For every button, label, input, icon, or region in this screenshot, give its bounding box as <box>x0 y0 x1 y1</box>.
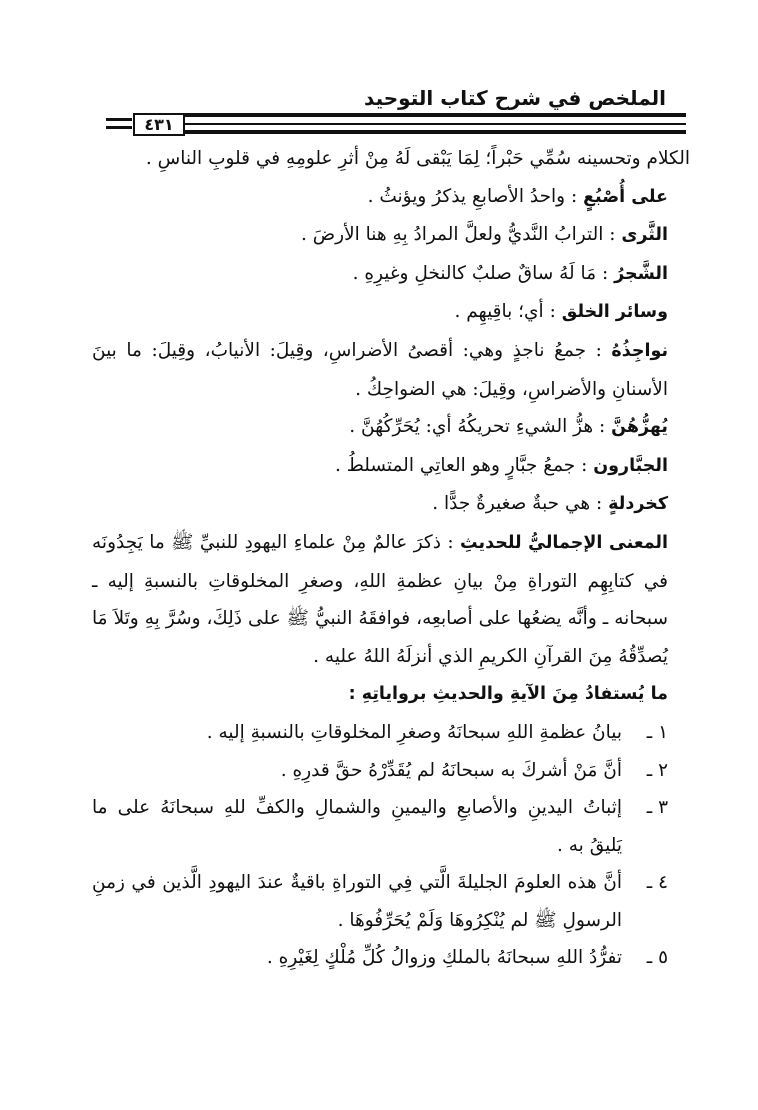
lesson-item <box>92 864 690 939</box>
glossary-entry: الشَّجرُ : مَا لَهُ ساقٌ صلبٌ كالنخلِ وغيرِهِ . <box>352 262 668 284</box>
lesson-text: أنَّ هذه العلومَ الجليلةَ الَّتي فِي التوراةِ باقيةٌ عندَ اليهودِ الَّذين في زمنِ الرسولِ ﷺ لم يُنْكِرُوهَا وَلَمْ يُحَرِّفُوهَا . <box>92 872 622 931</box>
glossary-definition: مَا لَهُ ساقٌ صلبٌ كالنخلِ وغيرِهِ . <box>352 262 597 284</box>
glossary-term: كخردلةٍ <box>608 494 668 515</box>
lesson-number: ٤ ـ <box>646 872 668 894</box>
glossary-entry: الثَّرى : الترابُ النَّديُّ ولعلَّ المرادُ بِهِ هنا الأرضَ . <box>301 224 668 246</box>
lesson-item <box>92 714 690 752</box>
glossary-definition: هي حبةٌ صغيرةٌ جدًّا . <box>432 493 591 515</box>
summary-paragraph: المعنى الإجماليُّ للحديثِ : ذكرَ عالمٌ مِنْ علماءِ اليهودِ للنبيِّ ﷺ ما يَجِدُونَه في كتابِهِم التوراةِ مِنْ بيانِ عظمةِ اللهِ، وصغرِ المخلوقاتِ بالنسبةِ إليه ـ سبحانه ـ وأنَّه يضعُها على أصابعِه، فوافقَهُ النبيُّ ﷺ على ذَلِكَ، وسُرَّ بِهِ وتَلاَ مَا يُصدِّقُهُ مِنَ القرآنِ الكريمِ الذي أنزلَهُ اللهُ عليه . <box>92 531 668 667</box>
glossary-definition: جمعُ ناجذٍ وهي: أقصىُ الأضراسِ، وقِيلَ: الأنيابُ، وقِيلَ: ما بينَ الأسنانِ والأضراسِ، وقِيلَ: هي الضواحِكُ . <box>92 339 668 400</box>
glossary-entry: الجبَّارون : جمعُ جبَّارٍ وهو العاتِي المتسلطُ . <box>334 454 668 476</box>
glossary-entry: على أُصْبُعٍ : واحدُ الأصابعِ يذكرُ ويؤنثُ . <box>367 185 668 207</box>
glossary-definition: جمعُ جبَّارٍ وهو العاتِي المتسلطُ . <box>334 454 576 476</box>
lesson-item <box>92 752 690 790</box>
intro-paragraph: الكلام وتحسينه سُمِّي حَبْراً؛ لِمَا يَبْقى لَهُ مِنْ أثرِ علومِهِ في قلوبِ الناسِ . <box>145 148 690 169</box>
lesson-number: ٣ ـ <box>646 797 668 819</box>
header-rule-middle <box>184 123 686 125</box>
lesson-item <box>92 939 690 977</box>
glossary-definition: واحدُ الأصابعِ يذكرُ ويؤنثُ . <box>367 185 566 207</box>
glossary-term: يُهزُّهُنَّ <box>611 417 668 438</box>
header-rule-left-lower <box>106 126 132 129</box>
lesson-number: ٢ ـ <box>646 759 668 781</box>
lesson-text: تفرُّدُ اللهِ سبحانَهُ بالملكِ وزوالُ كُلِّ مُلْكٍ لِغَيْرِهِ . <box>266 947 622 969</box>
glossary-term: وسائر الخلق <box>561 302 668 323</box>
page-body <box>92 140 690 977</box>
glossary-entry: يُهزُّهُنَّ : هزُّ الشيءِ تحريكُهُ أي: يُحَرِّكُهُنَّ . <box>349 416 668 438</box>
glossary-definition: هزُّ الشيءِ تحريكُهُ أي: يُحَرِّكُهُنَّ . <box>349 416 594 438</box>
lesson-text: إثباتُ اليدينِ والأصابعِ واليمينِ والشمالِ والكفِّ للهِ سبحانَهُ على ما يَليقُ به . <box>92 797 622 856</box>
lesson-text: أنَّ مَنْ أشركَ به سبحانَهُ لم يُقَدِّرْهُ حقَّ قدرِهِ . <box>280 759 622 781</box>
lesson-item <box>92 789 690 864</box>
header-rule-bottom <box>184 130 686 134</box>
glossary-term: الجبَّارون <box>593 455 668 476</box>
running-header-title: الملخص في شرح كتاب التوحيد <box>364 86 666 110</box>
glossary-definition: أي؛ باقِيهِم . <box>454 301 544 323</box>
lesson-number: ١ ـ <box>646 721 668 743</box>
glossary-entry: وسائر الخلق : أي؛ باقِيهِم . <box>454 301 668 323</box>
header-rule-top <box>184 113 686 117</box>
glossary-entry: كخردلةٍ : هي حبةٌ صغيرةٌ جدًّا . <box>432 493 668 515</box>
glossary-term: على أُصْبُعٍ <box>583 186 668 207</box>
glossary-term: نواجِذُهُ <box>611 340 669 361</box>
page-number: ٤٣١ <box>133 113 185 136</box>
lessons-heading: ما يُستفادُ مِنَ الآيةِ والحديثِ برواياتِهِ : <box>348 684 668 705</box>
glossary-definition: الترابُ النَّديُّ ولعلَّ المرادُ بِهِ هنا الأرضَ . <box>301 224 604 246</box>
glossary-term: الشَّجرُ <box>614 263 668 284</box>
lesson-number: ٥ ـ <box>646 947 668 969</box>
glossary-term: الثَّرى <box>621 225 668 246</box>
summary-text: ذكرَ عالمٌ مِنْ علماءِ اليهودِ للنبيِّ ﷺ ما يَجِدُونَه في كتابِهِم التوراةِ مِنْ بيانِ عظمةِ اللهِ، وصغرِ المخلوقاتِ بالنسبةِ إليه ـ سبحانه ـ وأنَّه يضعُها على أصابعِه، فوافقَهُ النبيُّ ﷺ على ذَلِكَ، وسُرَّ بِهِ وتَلاَ مَا يُصدِّقُهُ مِنَ القرآنِ الكريمِ الذي أنزلَهُ اللهُ عليه . <box>92 531 668 667</box>
summary-heading: المعنى الإجماليُّ للحديثِ <box>460 532 668 553</box>
glossary-entry: نواجِذُهُ : جمعُ ناجذٍ وهي: أقصىُ الأضراسِ، وقِيلَ: الأنيابُ، وقِيلَ: ما بينَ الأسنانِ والأضراسِ، وقِيلَ: هي الضواحِكُ . <box>92 339 669 400</box>
header-rule-left-upper <box>106 118 132 121</box>
lesson-text: بيانُ عظمةِ اللهِ سبحانَهُ وصغرِ المخلوقاتِ بالنسبةِ إليه . <box>206 721 622 743</box>
